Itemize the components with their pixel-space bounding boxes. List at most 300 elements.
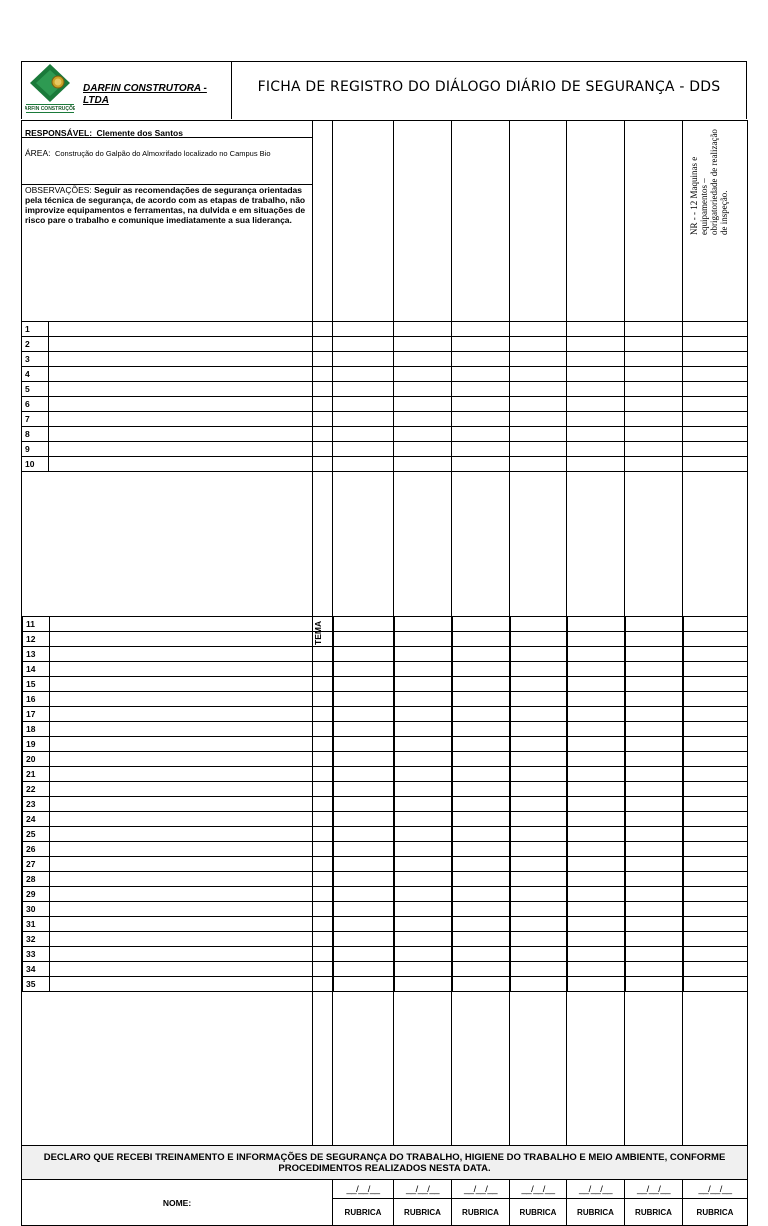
rubrica-cell[interactable] xyxy=(568,932,626,947)
rubrica-cell[interactable] xyxy=(395,692,453,707)
rubrica-cell[interactable] xyxy=(511,617,568,632)
rubrica-cell[interactable] xyxy=(452,367,510,382)
name-cell[interactable] xyxy=(50,767,334,782)
rubrica-cell[interactable] xyxy=(511,737,568,752)
name-cell[interactable] xyxy=(49,442,333,457)
rubrica-cell[interactable] xyxy=(625,322,683,337)
rubrica-cell[interactable] xyxy=(684,662,748,677)
rubrica-cell[interactable] xyxy=(453,632,511,647)
rubrica-cell[interactable] xyxy=(511,827,568,842)
rubrica-cell[interactable] xyxy=(683,457,748,472)
rubrica-cell[interactable] xyxy=(453,617,511,632)
rubrica-cell[interactable] xyxy=(684,902,748,917)
rubrica-cell[interactable] xyxy=(683,412,748,427)
rubrica-cell[interactable] xyxy=(333,427,394,442)
rubrica-cell[interactable] xyxy=(568,782,626,797)
rubrica-cell[interactable] xyxy=(394,367,452,382)
name-cell[interactable] xyxy=(50,827,334,842)
name-cell[interactable] xyxy=(50,752,334,767)
rubrica-cell[interactable] xyxy=(333,352,394,367)
rubrica-cell[interactable] xyxy=(626,857,684,872)
rubrica-cell[interactable] xyxy=(453,677,511,692)
rubrica-cell[interactable] xyxy=(568,692,626,707)
table-row xyxy=(23,842,748,857)
rubrica-cell[interactable] xyxy=(511,632,568,647)
rubrica-cell[interactable] xyxy=(511,692,568,707)
rubrica-cell[interactable] xyxy=(334,722,395,737)
rubrica-cell[interactable] xyxy=(684,887,748,902)
rubrica-cell[interactable] xyxy=(568,827,626,842)
rubrica-cell[interactable] xyxy=(334,692,395,707)
table-row xyxy=(23,677,748,692)
rubrica-cell[interactable] xyxy=(334,737,395,752)
rubrica-cell[interactable] xyxy=(568,767,626,782)
rubrica-cell[interactable] xyxy=(684,947,748,962)
rubrica-cell[interactable] xyxy=(684,752,748,767)
rubrica-cell[interactable] xyxy=(395,632,453,647)
rubrica-cell[interactable] xyxy=(453,782,511,797)
rubrica-cell[interactable] xyxy=(568,752,626,767)
rubrica-cell[interactable] xyxy=(453,737,511,752)
rubrica-cell[interactable] xyxy=(334,842,395,857)
rubrica-cell[interactable] xyxy=(333,382,394,397)
rubrica-cell[interactable] xyxy=(626,647,684,662)
name-cell[interactable] xyxy=(50,737,334,752)
rubrica-cell[interactable] xyxy=(511,857,568,872)
rubrica-cell[interactable] xyxy=(394,382,452,397)
rubrica-cell[interactable] xyxy=(568,632,626,647)
rubrica-cell[interactable] xyxy=(334,797,395,812)
rubrica-cell[interactable] xyxy=(511,662,568,677)
name-cell[interactable] xyxy=(50,797,334,812)
rubrica-cell[interactable] xyxy=(453,692,511,707)
name-cell[interactable] xyxy=(50,872,334,887)
rubrica-cell[interactable] xyxy=(567,457,625,472)
rubrica-cell[interactable] xyxy=(453,662,511,677)
rubrica-cell[interactable] xyxy=(334,947,395,962)
rubrica-cell[interactable] xyxy=(511,647,568,662)
name-cell[interactable] xyxy=(49,412,333,427)
rubrica-cell[interactable] xyxy=(510,442,567,457)
rubrica-cell[interactable] xyxy=(510,397,567,412)
rubrica-cell[interactable] xyxy=(684,812,748,827)
rubrica-cell[interactable] xyxy=(394,442,452,457)
rubrica-cell[interactable] xyxy=(511,872,568,887)
rubrica-cell[interactable] xyxy=(511,842,568,857)
rubrica-cell[interactable] xyxy=(684,677,748,692)
observacoes-block[interactable] xyxy=(25,185,307,225)
rubrica-cell[interactable] xyxy=(334,932,395,947)
name-cell[interactable] xyxy=(50,692,334,707)
rubrica-cell[interactable] xyxy=(568,902,626,917)
rubrica-cell[interactable] xyxy=(334,887,395,902)
name-cell[interactable] xyxy=(50,722,334,737)
rubrica-cell[interactable] xyxy=(395,677,453,692)
rubrica-cell[interactable] xyxy=(452,397,510,412)
rubrica-cell[interactable] xyxy=(452,412,510,427)
name-cell[interactable] xyxy=(50,947,334,962)
rubrica-cell[interactable] xyxy=(683,427,748,442)
rubrica-cell[interactable] xyxy=(511,782,568,797)
name-cell[interactable] xyxy=(50,842,334,857)
rubrica-cell[interactable] xyxy=(684,617,748,632)
rubrica-cell[interactable] xyxy=(333,457,394,472)
name-cell[interactable] xyxy=(49,367,333,382)
rubrica-cell[interactable] xyxy=(333,397,394,412)
rubrica-cell[interactable] xyxy=(334,617,395,632)
area-value[interactable]: Construção do Galpão do Almoxrifado localizado no Campus Bio xyxy=(55,149,271,158)
rubrica-cell[interactable] xyxy=(626,707,684,722)
rubrica-cell[interactable] xyxy=(626,917,684,932)
rubrica-cell[interactable] xyxy=(395,707,453,722)
rubrica-cell[interactable] xyxy=(684,977,748,992)
rubrica-cell[interactable] xyxy=(334,662,395,677)
rubrica-cell[interactable] xyxy=(395,617,453,632)
rubrica-cell[interactable] xyxy=(567,322,625,337)
rubrica-cell[interactable] xyxy=(626,677,684,692)
rubrica-cell[interactable] xyxy=(626,947,684,962)
date-field[interactable] xyxy=(333,1180,394,1199)
name-cell[interactable] xyxy=(49,397,333,412)
rubrica-cell[interactable] xyxy=(684,647,748,662)
rubrica-cell[interactable] xyxy=(626,932,684,947)
rubrica-cell[interactable] xyxy=(395,752,453,767)
rubrica-header xyxy=(452,1199,510,1226)
rubrica-cell[interactable] xyxy=(510,382,567,397)
rubrica-cell[interactable] xyxy=(625,382,683,397)
rubrica-cell[interactable] xyxy=(684,692,748,707)
name-cell[interactable] xyxy=(50,647,334,662)
rubrica-cell[interactable] xyxy=(510,412,567,427)
name-cell[interactable] xyxy=(50,857,334,872)
name-cell[interactable] xyxy=(50,782,334,797)
rubrica-cell[interactable] xyxy=(684,797,748,812)
rubrica-cell[interactable] xyxy=(452,337,510,352)
rubrica-cell[interactable] xyxy=(452,427,510,442)
name-cell[interactable] xyxy=(50,962,334,977)
rubrica-cell[interactable] xyxy=(452,382,510,397)
rubrica-cell[interactable] xyxy=(334,647,395,662)
rubrica-cell[interactable] xyxy=(568,872,626,887)
rubrica-cell[interactable] xyxy=(567,397,625,412)
rubrica-cell[interactable] xyxy=(683,382,748,397)
table-row xyxy=(23,887,748,902)
rubrica-cell[interactable] xyxy=(510,367,567,382)
rubrica-cell[interactable] xyxy=(510,427,567,442)
rubrica-cell[interactable] xyxy=(395,917,453,932)
rubrica-cell[interactable] xyxy=(510,337,567,352)
rubrica-cell[interactable] xyxy=(453,767,511,782)
date-field[interactable] xyxy=(567,1180,625,1199)
rubrica-cell[interactable] xyxy=(511,797,568,812)
date-field[interactable] xyxy=(452,1180,510,1199)
rubrica-cell[interactable] xyxy=(511,947,568,962)
rubrica-cell[interactable] xyxy=(453,977,511,992)
rubrica-cell[interactable] xyxy=(453,812,511,827)
rubrica-cell[interactable] xyxy=(452,352,510,367)
rubrica-cell[interactable] xyxy=(334,752,395,767)
rubrica-cell[interactable] xyxy=(568,857,626,872)
rubrica-cell[interactable] xyxy=(626,662,684,677)
rubrica-cell[interactable] xyxy=(625,397,683,412)
rubrica-cell[interactable] xyxy=(395,977,453,992)
rubrica-cell[interactable] xyxy=(626,902,684,917)
rubrica-cell[interactable] xyxy=(568,962,626,977)
rubrica-cell[interactable] xyxy=(568,662,626,677)
rubrica-cell[interactable] xyxy=(511,902,568,917)
rubrica-cell[interactable] xyxy=(626,842,684,857)
rubrica-cell[interactable] xyxy=(567,352,625,367)
date-field[interactable] xyxy=(510,1180,567,1199)
rubrica-cell[interactable] xyxy=(625,412,683,427)
rubrica-cell[interactable] xyxy=(334,827,395,842)
rubrica-cell[interactable] xyxy=(626,617,684,632)
rubrica-cell[interactable] xyxy=(394,427,452,442)
rubrica-cell[interactable] xyxy=(334,872,395,887)
rubrica-cell[interactable] xyxy=(567,412,625,427)
table-row xyxy=(23,632,748,647)
rubrica-cell[interactable] xyxy=(625,367,683,382)
rubrica-cell[interactable] xyxy=(395,767,453,782)
name-cell[interactable] xyxy=(49,337,333,352)
date-field[interactable] xyxy=(683,1180,748,1199)
rubrica-cell[interactable] xyxy=(683,442,748,457)
rubrica-cell[interactable] xyxy=(395,932,453,947)
rubrica-cell[interactable] xyxy=(395,662,453,677)
rubrica-cell[interactable] xyxy=(625,442,683,457)
rubrica-cell[interactable] xyxy=(334,707,395,722)
rubrica-cell[interactable] xyxy=(395,782,453,797)
name-cell[interactable] xyxy=(50,617,334,632)
rubrica-cell[interactable] xyxy=(334,782,395,797)
name-cell[interactable] xyxy=(50,917,334,932)
rubrica-cell[interactable] xyxy=(395,827,453,842)
rubrica-cell[interactable] xyxy=(453,932,511,947)
name-cell[interactable] xyxy=(50,677,334,692)
name-cell[interactable] xyxy=(49,352,333,367)
name-cell[interactable] xyxy=(50,932,334,947)
rubrica-cell[interactable] xyxy=(626,767,684,782)
rubrica-cell[interactable] xyxy=(453,722,511,737)
rubrica-cell[interactable] xyxy=(452,322,510,337)
rubrica-cell[interactable] xyxy=(395,842,453,857)
rubrica-cell[interactable] xyxy=(395,857,453,872)
table-row xyxy=(23,902,748,917)
rubrica-cell[interactable] xyxy=(626,827,684,842)
rubrica-cell[interactable] xyxy=(333,367,394,382)
rubrica-cell[interactable] xyxy=(510,457,567,472)
rubrica-cell[interactable] xyxy=(511,932,568,947)
rubrica-cell[interactable] xyxy=(626,722,684,737)
rubrica-cell[interactable] xyxy=(394,322,452,337)
rubrica-cell[interactable] xyxy=(452,457,510,472)
rubrica-cell[interactable] xyxy=(511,767,568,782)
rubrica-cell[interactable] xyxy=(684,872,748,887)
rubrica-cell[interactable] xyxy=(684,707,748,722)
name-cell[interactable] xyxy=(49,382,333,397)
rubrica-cell[interactable] xyxy=(683,352,748,367)
rubrica-cell[interactable] xyxy=(684,857,748,872)
rubrica-cell[interactable] xyxy=(567,367,625,382)
rubrica-cell[interactable] xyxy=(453,947,511,962)
rubrica-cell[interactable] xyxy=(453,872,511,887)
rubrica-cell[interactable] xyxy=(453,902,511,917)
rubrica-cell[interactable] xyxy=(334,857,395,872)
rubrica-cell[interactable] xyxy=(453,917,511,932)
rubrica-cell[interactable] xyxy=(394,457,452,472)
rubrica-cell[interactable] xyxy=(684,767,748,782)
rubrica-cell[interactable] xyxy=(511,887,568,902)
rubrica-cell[interactable] xyxy=(684,782,748,797)
rubrica-cell[interactable] xyxy=(626,812,684,827)
rubrica-cell[interactable] xyxy=(452,442,510,457)
rubrica-cell[interactable] xyxy=(334,767,395,782)
rubrica-cell[interactable] xyxy=(333,412,394,427)
rubrica-cell[interactable] xyxy=(453,962,511,977)
tema-label: TEMA xyxy=(313,121,323,1145)
rubrica-cell[interactable] xyxy=(395,722,453,737)
rubrica-cell[interactable] xyxy=(395,872,453,887)
rubrica-cell[interactable] xyxy=(684,737,748,752)
name-cell[interactable] xyxy=(50,902,334,917)
rubrica-cell[interactable] xyxy=(395,887,453,902)
table-row xyxy=(23,797,748,812)
rubrica-cell[interactable] xyxy=(453,707,511,722)
rubrica-cell[interactable] xyxy=(568,812,626,827)
rubrica-cell[interactable] xyxy=(568,977,626,992)
row-number: 27 xyxy=(23,857,50,872)
rubrica-cell[interactable] xyxy=(334,632,395,647)
rubrica-cell[interactable] xyxy=(683,322,748,337)
rubrica-cell[interactable] xyxy=(568,722,626,737)
rubrica-cell[interactable] xyxy=(683,397,748,412)
rubrica-cell[interactable] xyxy=(394,412,452,427)
rubrica-cell[interactable] xyxy=(511,977,568,992)
rubrica-cell[interactable] xyxy=(511,962,568,977)
rubrica-cell[interactable] xyxy=(626,782,684,797)
name-cell[interactable] xyxy=(50,977,334,992)
rubrica-cell[interactable] xyxy=(395,902,453,917)
rubrica-cell[interactable] xyxy=(511,722,568,737)
responsavel-value[interactable]: Clemente dos Santos xyxy=(97,128,183,138)
rubrica-cell[interactable] xyxy=(684,917,748,932)
rubrica-cell[interactable] xyxy=(453,752,511,767)
rubrica-cell[interactable] xyxy=(568,617,626,632)
rubrica-cell[interactable] xyxy=(395,647,453,662)
date-field[interactable] xyxy=(625,1180,683,1199)
rubrica-cell[interactable] xyxy=(684,842,748,857)
rubrica-cell[interactable] xyxy=(394,337,452,352)
rubrica-cell[interactable] xyxy=(511,752,568,767)
name-cell[interactable] xyxy=(49,427,333,442)
rubrica-cell[interactable] xyxy=(684,962,748,977)
rubrica-cell[interactable] xyxy=(395,737,453,752)
rubrica-cell[interactable] xyxy=(510,322,567,337)
rubrica-cell[interactable] xyxy=(334,902,395,917)
rubrica-cell[interactable] xyxy=(453,842,511,857)
rubrica-cell[interactable] xyxy=(511,812,568,827)
rubrica-cell[interactable] xyxy=(395,797,453,812)
rubrica-cell[interactable] xyxy=(453,647,511,662)
rubrica-cell[interactable] xyxy=(395,947,453,962)
name-cell[interactable] xyxy=(50,707,334,722)
rubrica-cell[interactable] xyxy=(684,722,748,737)
rubrica-cell[interactable] xyxy=(626,737,684,752)
rubrica-cell[interactable] xyxy=(333,322,394,337)
name-cell[interactable] xyxy=(49,322,333,337)
rubrica-cell[interactable] xyxy=(568,707,626,722)
rubrica-cell[interactable] xyxy=(395,812,453,827)
rubrica-cell[interactable] xyxy=(334,812,395,827)
rubrica-cell[interactable] xyxy=(395,962,453,977)
rubrica-cell[interactable] xyxy=(511,677,568,692)
rubrica-cell[interactable] xyxy=(568,647,626,662)
rubrica-cell[interactable] xyxy=(394,397,452,412)
name-cell[interactable] xyxy=(50,662,334,677)
rubrica-cell[interactable] xyxy=(625,352,683,367)
rubrica-cell[interactable] xyxy=(567,382,625,397)
name-cell[interactable] xyxy=(49,457,333,472)
table-row xyxy=(23,917,748,932)
rubrica-cell[interactable] xyxy=(626,752,684,767)
rubrica-cell[interactable] xyxy=(453,857,511,872)
rubrica-cell[interactable] xyxy=(625,337,683,352)
rubrica-cell[interactable] xyxy=(334,917,395,932)
rubrica-cell[interactable] xyxy=(568,887,626,902)
rubrica-cell[interactable] xyxy=(511,917,568,932)
rubrica-cell[interactable] xyxy=(568,842,626,857)
rubrica-cell[interactable] xyxy=(511,707,568,722)
name-cell[interactable] xyxy=(50,632,334,647)
rubrica-cell[interactable] xyxy=(625,427,683,442)
rubrica-cell[interactable] xyxy=(334,962,395,977)
date-field[interactable] xyxy=(394,1180,452,1199)
rubrica-cell[interactable] xyxy=(333,442,394,457)
rubrica-cell[interactable] xyxy=(683,367,748,382)
rubrica-cell[interactable] xyxy=(567,337,625,352)
rubrica-cell[interactable] xyxy=(453,887,511,902)
rubrica-cell[interactable] xyxy=(626,887,684,902)
rubrica-cell[interactable] xyxy=(684,932,748,947)
name-cell[interactable] xyxy=(50,887,334,902)
rubrica-cell[interactable] xyxy=(567,427,625,442)
rubrica-cell[interactable] xyxy=(626,872,684,887)
rubrica-cell[interactable] xyxy=(684,827,748,842)
rubrica-cell[interactable] xyxy=(626,632,684,647)
rubrica-cell[interactable] xyxy=(626,977,684,992)
rubrica-cell[interactable] xyxy=(684,632,748,647)
rubrica-cell[interactable] xyxy=(333,337,394,352)
rubrica-cell[interactable] xyxy=(453,797,511,812)
rubrica-cell[interactable] xyxy=(568,917,626,932)
rubrica-cell[interactable] xyxy=(626,962,684,977)
rubrica-cell[interactable] xyxy=(683,337,748,352)
rubrica-cell[interactable] xyxy=(510,352,567,367)
rubrica-cell[interactable] xyxy=(567,442,625,457)
rubrica-cell[interactable] xyxy=(453,827,511,842)
rubrica-cell[interactable] xyxy=(394,352,452,367)
rubrica-cell[interactable] xyxy=(568,947,626,962)
rubrica-cell[interactable] xyxy=(625,457,683,472)
name-cell[interactable] xyxy=(50,812,334,827)
rubrica-cell[interactable] xyxy=(334,677,395,692)
rubrica-cell[interactable] xyxy=(568,737,626,752)
rubrica-cell[interactable] xyxy=(568,797,626,812)
rubrica-cell[interactable] xyxy=(626,692,684,707)
rubrica-cell[interactable] xyxy=(568,677,626,692)
rubrica-cell[interactable] xyxy=(626,797,684,812)
rubrica-cell[interactable] xyxy=(334,977,395,992)
